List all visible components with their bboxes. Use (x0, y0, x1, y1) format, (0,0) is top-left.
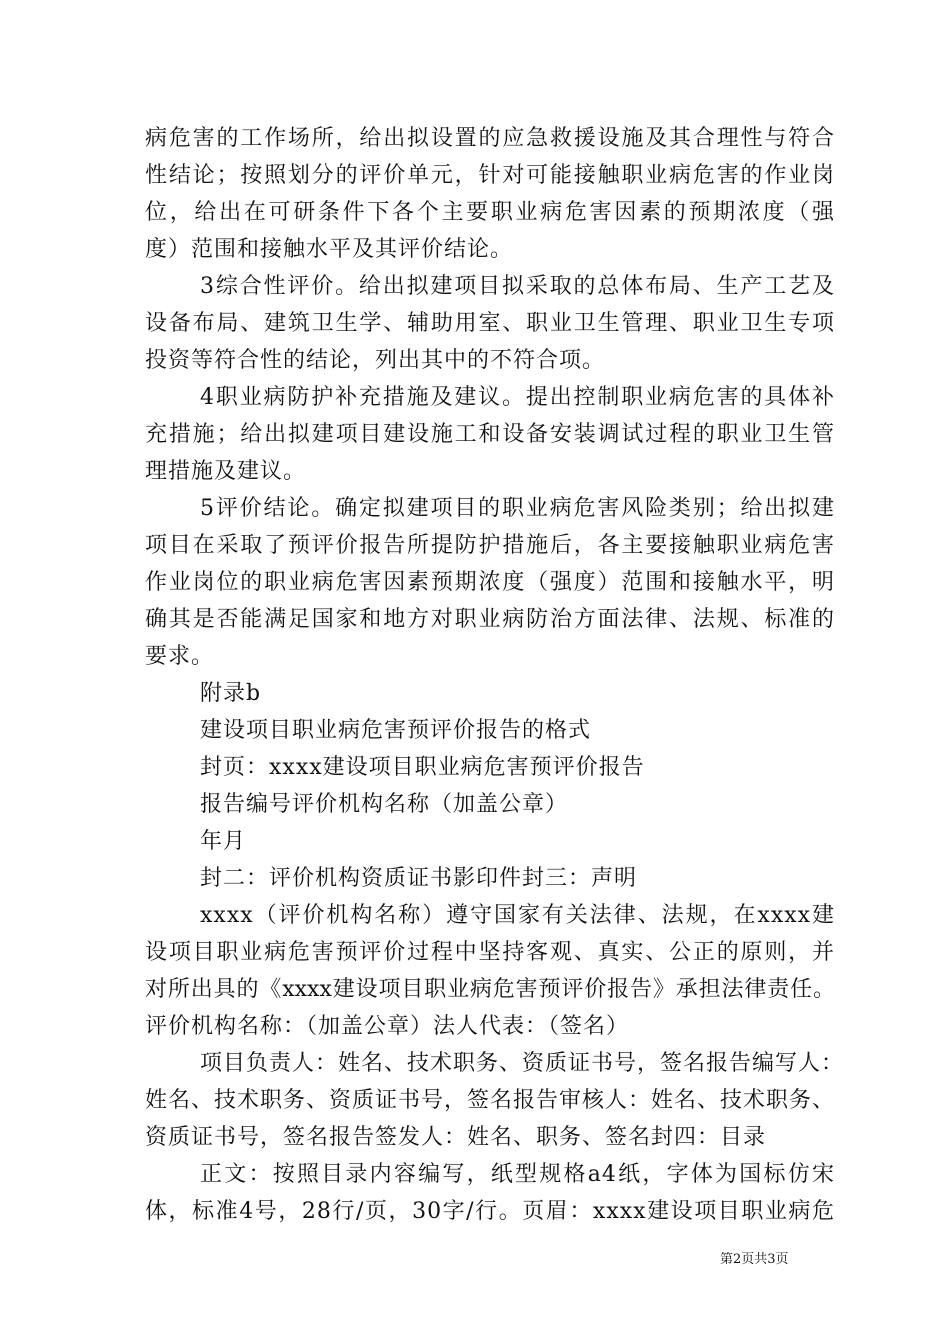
text-line: 建设项目职业病危害预评价报告的格式 (200, 718, 592, 743)
text-line: xxxx（评价机构名称）遵守国家有关法律、法规，在xxxx建 (200, 903, 835, 928)
text-line: 位，给出在可研条件下各个主要职业病危害因素的预期浓度（强 (145, 200, 835, 225)
text-line: 报告编号评价机构名称（加盖公章） (200, 792, 569, 817)
text-line: 项目负责人：姓名、技术职务、资质证书号，签名报告编写人： (200, 1051, 845, 1076)
text-line: 投资等符合性的结论，列出其中的不符合项。 (145, 348, 606, 373)
text-line: 设备布局、建筑卫生学、辅助用室、职业卫生管理、职业卫生专项 (145, 311, 835, 336)
text-line: 充措施；给出拟建项目建设施工和设备安装调试过程的职业卫生管 (145, 422, 835, 447)
text-line: 体，标准4号，28行/页，30字/行。页眉：xxxx建设项目职业病危 (145, 1199, 835, 1224)
text-line: 病危害的工作场所，给出拟设置的应急救援设施及其合理性与符合 (145, 126, 835, 151)
text-line: 姓名、技术职务、资质证书号，签名报告审核人：姓名、技术职务、 (145, 1088, 836, 1113)
text-line: 作业岗位的职业病危害因素预期浓度（强度）范围和接触水平，明 (145, 570, 835, 595)
appendix-heading: 附录b (200, 681, 262, 706)
text-line: 理措施及建议。 (145, 459, 307, 484)
page-number: 第2页共3页 (720, 1252, 789, 1267)
text-line: 对所出具的《xxxx建设项目职业病危害预评价报告》承担法律责任。 (145, 977, 835, 1002)
text-line: 资质证书号，签名报告签发人：姓名、职务、签名封四：目录 (145, 1125, 767, 1150)
text-line: 性结论；按照划分的评价单元，针对可能接触职业病危害的作业岗 (145, 163, 835, 188)
text-line: 评价机构名称：（加盖公章）法人代表：（签名） (145, 1014, 630, 1039)
text-line: 度）范围和接触水平及其评价结论。 (145, 237, 514, 262)
text-line: 封页：xxxx建设项目职业病危害预评价报告 (200, 755, 645, 780)
text-line: 3综合性评价。给出拟建项目拟采取的总体布局、生产工艺及 (200, 274, 835, 299)
text-line: 要求。 (145, 644, 215, 669)
text-line: 确其是否能满足国家和地方对职业病防治方面法律、法规、标准的 (145, 607, 835, 632)
text-line: 4职业病防护补充措施及建议。提出控制职业病危害的具体补 (200, 385, 835, 410)
text-line: 项目在采取了预评价报告所提防护措施后，各主要接触职业病危害 (145, 533, 835, 558)
text-line: 封二：评价机构资质证书影印件封三：声明 (200, 866, 638, 891)
text-line: 正文：按照目录内容编写，纸型规格a4纸，字体为国标仿宋 (200, 1162, 835, 1187)
text-line: 年月 (200, 829, 247, 854)
text-line: 5评价结论。确定拟建项目的职业病危害风险类别；给出拟建 (200, 496, 835, 521)
text-line: 设项目职业病危害预评价过程中坚持客观、真实、公正的原则，并 (145, 940, 835, 965)
